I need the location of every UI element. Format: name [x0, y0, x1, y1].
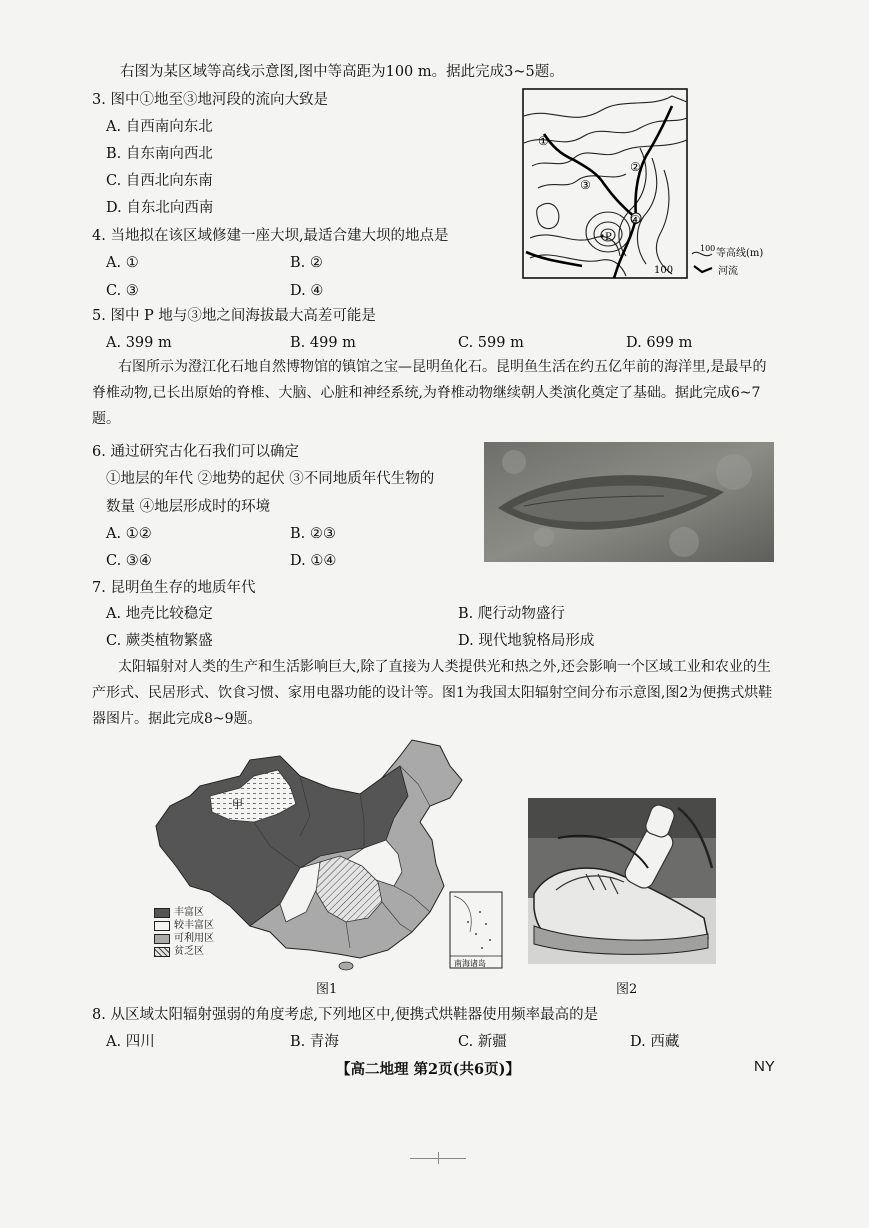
q6-stem: 6. 通过研究古化石我们可以确定	[92, 444, 299, 460]
legend-contour-number: 100	[700, 244, 716, 253]
shoe-dryer-photo	[528, 798, 716, 964]
q8-option-a: A. 四川	[106, 1034, 155, 1050]
q4-stem: 4. 当地拟在该区域修建一座大坝,最适合建大坝的地点是	[92, 228, 449, 244]
q6-statement-line2: 数量 ④地层形成时的环境	[106, 499, 271, 515]
q4-option-d: D. ④	[290, 283, 324, 299]
marker-4: ④	[630, 213, 641, 227]
q3-option-a: A. 自西南向东北	[106, 119, 213, 135]
q3-option-d: D. 自东北向西南	[106, 200, 214, 216]
figure-1-caption: 图1	[316, 982, 338, 997]
contour-legend	[692, 244, 763, 277]
q7-option-b: B. 爬行动物盛行	[458, 606, 565, 622]
page-footer: 【高二地理 第2页(共6页)】	[336, 1061, 520, 1078]
point-p: P	[605, 232, 612, 243]
q7-stem: 7. 昆明鱼生存的地质年代	[92, 580, 256, 596]
q6-statement-line1: ①地层的年代 ②地势的起伏 ③不同地质年代生物的	[106, 471, 435, 487]
q3-option-c: C. 自西北向东南	[106, 173, 213, 189]
legend-rich: 丰富区	[154, 906, 214, 919]
q3-option-b: B. 自东南向西北	[106, 146, 213, 162]
q3-stem: 3. 图中①地至③地河段的流向大致是	[92, 92, 328, 108]
q7-option-a: A. 地壳比较稳定	[106, 606, 213, 622]
inset-south-china-sea: 南海诸岛	[454, 959, 486, 968]
q5-option-a: A. 399 m	[106, 335, 172, 351]
q6-option-c: C. ③④	[106, 553, 152, 569]
q6-option-a: A. ①②	[106, 526, 152, 542]
legend-poor: 贫乏区	[154, 945, 214, 958]
q7-option-c: C. 蕨类植物繁盛	[106, 633, 213, 649]
q8-stem: 8. 从区域太阳辐射强弱的角度考虑,下列地区中,便携式烘鞋器使用频率最高的是	[92, 1007, 599, 1023]
q5-option-d: D. 699 m	[626, 335, 693, 351]
contour-map	[522, 88, 772, 280]
q4-option-c: C. ③	[106, 283, 139, 299]
legend-fairly-rich: 较丰富区	[154, 919, 214, 932]
intro-3-5: 右图为某区域等高线示意图,图中等高距为100 m。据此完成3~5题。	[120, 64, 564, 80]
q5-option-b: B. 499 m	[290, 335, 356, 351]
binding-tick	[438, 1152, 439, 1164]
q6-option-b: B. ②③	[290, 526, 336, 542]
marker-1: ①	[538, 134, 549, 148]
legend-contour-label: 等高线(m)	[716, 248, 764, 259]
q4-option-b: B. ②	[290, 255, 323, 271]
legend-usable: 可利用区	[154, 932, 214, 945]
q8-option-d: D. 西藏	[630, 1034, 680, 1050]
china-map-legend	[154, 906, 214, 958]
fossil-photo	[484, 442, 774, 562]
legend-river-label: 河流	[718, 266, 738, 277]
region-jia: 甲	[232, 798, 243, 811]
contour-label-100: 100	[654, 265, 674, 276]
q5-stem: 5. 图中 P 地与③地之间海拔最大高差可能是	[92, 308, 376, 324]
intro-6-7: 右图所示为澄江化石地自然博物馆的镇馆之宝—昆明鱼化石。昆明鱼生活在约五亿年前的海洋里,是最早的脊椎动物,已长出原始的脊椎、大脑、心脏和神经系统,为脊椎动物继续朝人类演化奠定了基础。据此完成6~7题。	[92, 359, 767, 427]
q7-option-d: D. 现代地貌格局形成	[458, 633, 595, 649]
marker-2: ②	[630, 160, 641, 174]
paper-code: NY	[754, 1058, 775, 1075]
q6-option-d: D. ①④	[290, 553, 337, 569]
marker-3: ③	[580, 178, 591, 192]
intro-8-9: 太阳辐射对人类的生产和生活影响巨大,除了直接为人类提供光和热之外,还会影响一个区域工业和农业的生产形式、民居形式、饮食习惯、家用电器功能的设计等。图1为我国太阳辐射空间分布示意图,图2为便携式烘鞋器图片。据此完成8~9题。	[92, 659, 773, 727]
q4-option-a: A. ①	[106, 255, 139, 271]
figure-2-caption: 图2	[616, 982, 638, 997]
q5-option-c: C. 599 m	[458, 335, 524, 351]
q8-option-c: C. 新疆	[458, 1034, 507, 1050]
q8-option-b: B. 青海	[290, 1034, 339, 1050]
